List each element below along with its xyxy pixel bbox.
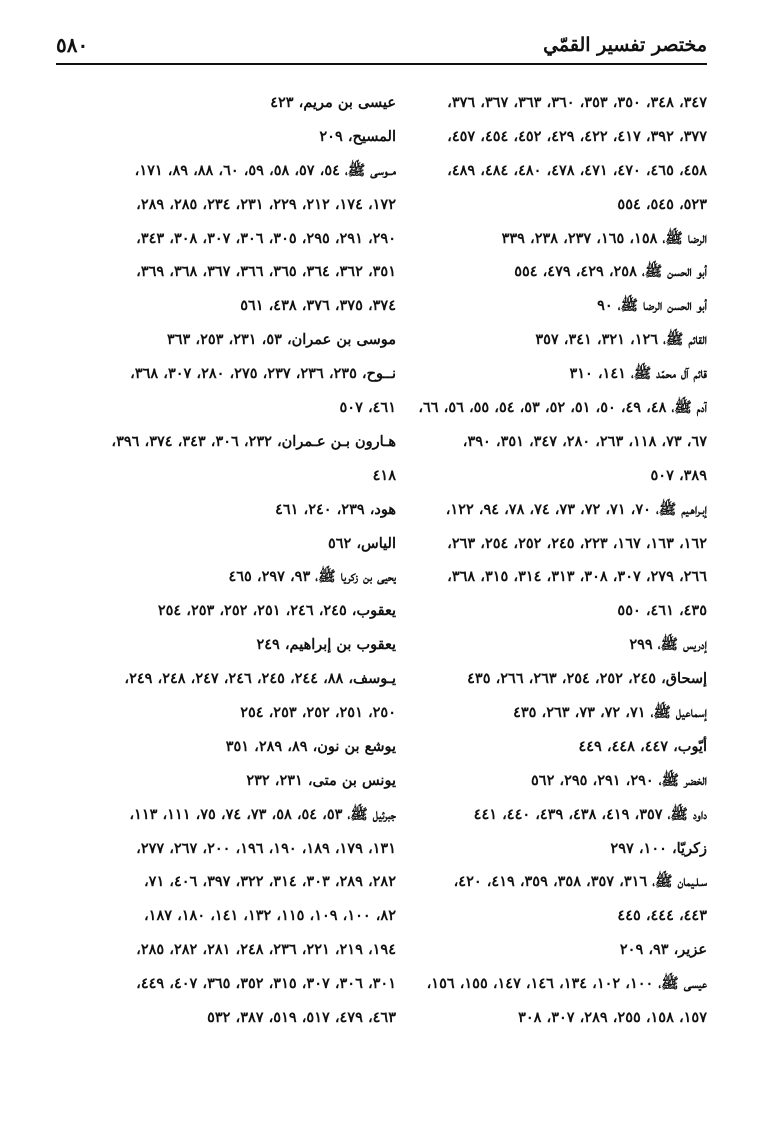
index-line: ٤٤٣، ٤٤٤، ٤٤٥ (617, 907, 707, 925)
index-line: أبو الحسن ﷺ، ٢٥٨، ٤٢٩، ٤٧٩، ٥٥٤ (514, 263, 707, 281)
index-line: ٢٦٦، ٢٧٩، ٣٠٧، ٣٠٨، ٣١٣، ٣١٤، ٣١٥، ٣٦٨، (447, 568, 707, 586)
index-line: يـوسف، ٨٨، ٢٤٤، ٢٤٥، ٢٤٦، ٢٤٧، ٢٤٨، ٢٤٩، (124, 670, 396, 688)
header-rule (56, 63, 707, 65)
index-line: ٣٧٧، ٣٩٢، ٤١٧، ٤٢٢، ٤٢٩، ٤٥٢، ٤٥٤، ٤٥٧، (447, 127, 707, 145)
index-line: ٤٥٨، ٤٦٥، ٤٧٠، ٤٧١، ٤٧٨، ٤٨٠، ٤٨٤، ٤٨٩، (447, 161, 707, 179)
index-line: نــوح، ٢٣٥، ٢٣٦، ٢٣٧، ٢٧٥، ٢٨٠، ٣٠٧، ٣٦٨، (130, 365, 396, 383)
index-line: ٢٥٠، ٢٥١، ٢٥٢، ٢٥٣، ٢٥٤ (240, 704, 396, 722)
index-line: ٢٩٠، ٢٩١، ٢٩٥، ٣٠٥، ٣٠٦، ٣٠٧، ٣٠٨، ٣٤٣، (136, 229, 396, 247)
page-number: ٥٨٠ (56, 33, 89, 57)
index-line: يوشع بن نون، ٨٩، ٢٨٩، ٣٥١ (225, 737, 396, 755)
index-line: ٣٠١، ٣٠٦، ٣٠٧، ٣١٥، ٣٥٢، ٣٦٥، ٤٠٧، ٤٤٩، (136, 975, 396, 993)
index-line: يونس بن متى، ٢٣١، ٢٣٢ (246, 771, 396, 789)
index-line: ٦٧، ٧٣، ١١٨، ٢٦٣، ٢٨٠، ٣٤٧، ٣٥١، ٣٩٠، (462, 432, 707, 450)
index-line: ١٥٧، ١٥٨، ٢٥٥، ٢٨٩، ٣٠٧، ٣٠٨ (518, 1009, 707, 1027)
index-line: الرضا ﷺ، ١٥٨، ١٦٥، ٢٣٧، ٢٣٨، ٣٣٩ (501, 229, 707, 247)
index-line: المسيح، ٢٠٩ (319, 127, 396, 145)
index-line: إسماعيل ﷺ، ٧١، ٧٢، ٧٣، ٢٦٣، ٤٣٥ (513, 704, 707, 722)
index-line: مــوسى ﷺ، ٥٤، ٥٧، ٥٨، ٥٩، ٦٠، ٨٨، ٨٩، ١٧١، (134, 161, 396, 179)
index-line: إسحاق، ٢٤٥، ٢٥٢، ٢٥٤، ٢٦٣، ٢٦٦، ٤٣٥ (467, 670, 707, 688)
index-line: أيّوب، ٤٤٧، ٤٤٨، ٤٤٩ (578, 737, 707, 755)
index-line: آدم ﷺ، ٤٨، ٤٩، ٥٠، ٥١، ٥٢، ٥٣، ٥٤، ٥٥، ٥٦، ٦٦، (418, 399, 707, 417)
index-line: يعقوب بن إبراهيم، ٢٤٩ (256, 636, 396, 654)
index-line: يحيى بن زكريا ﷺ، ٩٣، ٢٩٧، ٤٦٥ (228, 568, 396, 586)
index-line: ٣٨٩، ٥٠٧ (650, 466, 707, 484)
index-line: عيسى بن مريم، ٤٢٣ (270, 94, 396, 111)
index-line: ١٩٤، ٢١٩، ٢٢١، ٢٣٦، ٢٤٨، ٢٨١، ٢٨٢، ٢٨٥، (136, 941, 396, 959)
index-line: ٢٨٢، ٢٨٩، ٣٠٣، ٣١٤، ٣٢٢، ٣٩٧، ٤٠٦، ٧١، (143, 873, 396, 891)
index-line: عيسى ﷺ، ١٠٠، ١٠٢، ١٣٤، ١٤٦، ١٤٧، ١٥٥، ١٥٦، (426, 975, 707, 993)
page-header (56, 30, 707, 60)
index-line: ١٦٢، ١٦٣، ١٦٧، ٢٢٣، ٢٤٥، ٢٥٢، ٢٥٤، ٢٦٣، (447, 534, 707, 552)
index-line: ٨٢، ١٠٠، ١٠٩، ١١٥، ١٣٢، ١٤١، ١٨٠، ١٨٧، (143, 907, 396, 925)
index-line: ٣٤٧، ٣٤٨، ٣٥٠، ٣٥٣، ٣٦٠، ٣٦٣، ٣٦٧، ٣٧٦، (447, 94, 707, 111)
index-column-right (387, 86, 707, 1035)
index-line: داود ﷺ، ٣٥٧، ٤١٩، ٤٣٨، ٤٣٩، ٤٤٠، ٤٤١ (473, 805, 707, 823)
index-line: هـارون بـن عـمران، ٢٣٢، ٣٠٦، ٣٤٣، ٣٧٤، ٣٩٦، (111, 432, 396, 450)
index-line: موسى بن عمران، ٥٣، ٢٣١، ٢٥٣، ٣٦٣ (166, 331, 396, 349)
index-line: ١٧٢، ١٧٤، ٢١٢، ٢٢٩، ٢٣١، ٢٣٤، ٢٨٥، ٢٨٩، (136, 195, 396, 213)
index-line: ٣٧٤، ٣٧٥، ٣٧٦، ٤٣٨، ٥٦١ (240, 297, 396, 315)
index-line: ٤١٨ (372, 466, 396, 484)
index-line: جبرئيل ﷺ، ٥٣، ٥٤، ٥٨، ٧٣، ٧٤، ٧٥، ١١١، ١١٣، (129, 805, 396, 823)
index-line: أبو الحسن الرضا ﷺ، ٩٠ (597, 297, 707, 315)
index-line: ٤٦٣، ٤٧٩، ٥١٧، ٥١٩، ٣٨٧، ٥٣٢ (207, 1009, 396, 1027)
index-line: إدريس ﷺ، ٢٩٩ (629, 636, 707, 654)
index-line: القائم ﷺ، ١٢٦، ٣٢١، ٣٤١، ٣٥٧ (535, 331, 707, 349)
index-line: إبـراهـيم ﷺ، ٧٠، ٧١، ٧٢، ٧٣، ٧٤، ٧٨، ٩٤، ١٢٢، (445, 500, 707, 518)
index-line: ٥٢٣، ٥٤٥، ٥٥٤ (617, 195, 707, 213)
index-line: ٤٣٥، ٤٦١، ٥٥٠ (617, 602, 707, 620)
index-line: عزير، ٩٣، ٢٠٩ (619, 941, 707, 959)
index-line: الخضر ﷺ، ٢٩٠، ٢٩١، ٢٩٥، ٥٦٢ (531, 771, 707, 789)
index-line: هود، ٢٣٩، ٢٤٠، ٤٦١ (275, 500, 396, 518)
index-line: ١٣١، ١٧٩، ١٨٩، ١٩٠، ١٩٦، ٢٠٠، ٢٦٧، ٢٧٧، (136, 839, 396, 857)
index-line: ٣٥١، ٣٦٢، ٣٦٤، ٣٦٥، ٣٦٦، ٣٦٧، ٣٦٨، ٣٦٩، (136, 263, 396, 281)
index-column-left (76, 86, 396, 1035)
running-title: مختصر تفسير القمّي (543, 34, 707, 56)
index-line: ٤٦١، ٥٠٧ (339, 399, 396, 417)
index-line: زكريّا، ١٠٠، ٢٩٧ (610, 839, 707, 857)
index-line: يعقوب، ٢٤٥، ٢٤٦، ٢٥١، ٢٥٢، ٢٥٣، ٢٥٤ (157, 602, 396, 620)
index-line: قائم آل محمّد ﷺ، ١٤١، ٣١٠ (569, 365, 707, 383)
index-line: سـلـيمان ﷺ، ٣١٦، ٣٥٧، ٣٥٨، ٣٥٩، ٤١٩، ٤٢٠، (453, 873, 707, 891)
index-line: الياس، ٥٦٢ (327, 534, 396, 552)
